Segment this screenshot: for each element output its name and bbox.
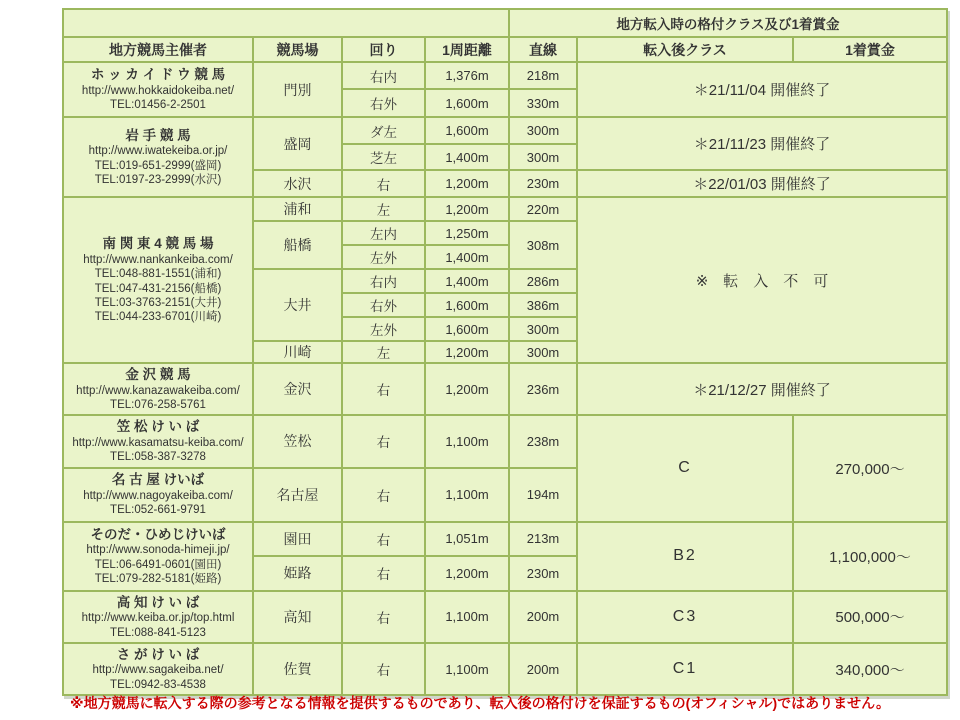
turn-cell: 右内 (342, 269, 425, 293)
straight-cell: 194m (509, 468, 577, 522)
table-row (63, 522, 947, 556)
organizer-tel: TEL:047-431-2156(船橋) (94, 282, 222, 295)
lap-cell: 1,100m (425, 591, 509, 643)
organizer-name: ホ ッ カ イ ド ウ 競 馬 (90, 67, 226, 83)
turn-cell: ダ左 (342, 117, 425, 144)
turn-cell: 右 (342, 591, 425, 643)
disclaimer-note: ※地方競馬に転入する際の参考となる情報を提供するものであり、転入後の格付けを保証するもの(オフィシャル)ではありません。 (70, 695, 890, 711)
organizer-cell-kasamatsu (63, 415, 253, 467)
turn-cell: 左 (342, 341, 425, 363)
organizer-url: http://www.nagoyakeiba.com/ (83, 489, 233, 502)
course-cell-kochi: 高知 (253, 591, 342, 643)
straight-cell: 230m (509, 556, 577, 591)
organizer-cell-kanazawa (63, 363, 253, 415)
straight-cell: 200m (509, 591, 577, 643)
lap-cell: 1,200m (425, 341, 509, 363)
turn-cell: 右外 (342, 293, 425, 317)
table-row (63, 415, 947, 467)
organizer-tel: TEL:052-661-9791 (110, 504, 206, 517)
turn-cell: 左外 (342, 317, 425, 341)
organizer-cell-kochi (63, 591, 253, 643)
straight-cell: 286m (509, 269, 577, 293)
straight-cell: 238m (509, 415, 577, 467)
turn-cell: 右 (342, 468, 425, 522)
class-cell-sonoda-himeji: B2 (577, 522, 793, 591)
organizer-tel: TEL:0197-23-2999(水沢) (94, 173, 222, 186)
column-header-racecourse: 競馬場 (253, 37, 342, 62)
organizer-cell-iwate (63, 117, 253, 197)
straight-cell: 308m (509, 221, 577, 269)
lap-cell: 1,051m (425, 522, 509, 556)
lap-cell: 1,100m (425, 643, 509, 695)
table-row (63, 197, 947, 221)
organizer-tel: TEL:044-233-6701(川崎) (94, 311, 222, 324)
course-cell-mizusawa: 水沢 (253, 170, 342, 197)
status-cell-kanazawa: ＊21/12/27 開催終了 (577, 363, 947, 415)
organizer-tel: TEL:0942-83-4538 (110, 678, 206, 691)
lap-cell: 1,100m (425, 415, 509, 467)
column-header-organizer: 地方競馬主催者 (63, 37, 253, 62)
status-cell-morioka: ＊21/11/23 開催終了 (577, 117, 947, 170)
organizer-name: さ が け い ば (116, 646, 200, 662)
organizer-name: そのだ・ひめじけいば (90, 526, 226, 542)
turn-cell: 芝左 (342, 144, 425, 170)
straight-cell: 300m (509, 341, 577, 363)
prize-cell-saga: 340,000～ (793, 643, 947, 695)
column-header-lap-distance: 1周距離 (425, 37, 509, 62)
column-header-straight: 直線 (509, 37, 577, 62)
course-cell-himeji: 姫路 (253, 556, 342, 591)
lap-cell: 1,250m (425, 221, 509, 245)
organizer-tel: TEL:058-387-3278 (110, 451, 206, 464)
organizer-tel: TEL:076-258-5761 (110, 398, 206, 411)
organizer-name: 岩 手 競 馬 (125, 127, 191, 143)
table-row (63, 591, 947, 643)
course-cell-monbetsu: 門別 (253, 62, 342, 117)
organizer-url: http://www.sagakeiba.net/ (92, 664, 224, 677)
organizer-name: 高 知 け い ば (116, 594, 200, 610)
course-cell-kanazawa: 金沢 (253, 363, 342, 415)
turn-cell: 右内 (342, 62, 425, 89)
course-cell-funabashi: 船橋 (253, 221, 342, 269)
straight-cell: 386m (509, 293, 577, 317)
organizer-url: http://www.iwatekeiba.or.jp/ (88, 145, 228, 158)
course-cell-saga: 佐賀 (253, 643, 342, 695)
turn-cell: 右 (342, 556, 425, 591)
straight-cell: 200m (509, 643, 577, 695)
turn-cell: 左外 (342, 245, 425, 269)
organizer-tel: TEL:06-6491-0601(園田) (94, 558, 222, 571)
turn-cell: 右 (342, 170, 425, 197)
turn-cell: 左内 (342, 221, 425, 245)
turn-cell: 右 (342, 643, 425, 695)
organizer-name: 南 関 東 4 競 馬 場 (102, 236, 214, 252)
table-row (63, 117, 947, 144)
organizer-tel: TEL:03-3763-2151(大井) (94, 296, 222, 309)
lap-cell: 1,100m (425, 468, 509, 522)
organizer-url: http://www.kanazawakeiba.com/ (76, 384, 240, 397)
table-row (63, 363, 947, 415)
organizer-tel: TEL:01456-2-2501 (110, 99, 206, 112)
lap-cell: 1,600m (425, 293, 509, 317)
lap-cell: 1,200m (425, 556, 509, 591)
turn-cell: 右 (342, 415, 425, 467)
organizer-tel: TEL:079-282-5181(姫路) (94, 573, 222, 586)
organizer-tel: TEL:019-651-2999(盛岡) (94, 159, 222, 172)
straight-cell: 300m (509, 144, 577, 170)
turn-cell: 左 (342, 197, 425, 221)
status-cell-mizusawa: ＊22/01/03 開催終了 (577, 170, 947, 197)
organizer-cell-hokkaido (63, 62, 253, 117)
organizer-name: 笠 松 け い ば (116, 419, 200, 435)
organizer-url: http://www.sonoda-himeji.jp/ (86, 544, 230, 557)
lap-cell: 1,400m (425, 269, 509, 293)
table-row (63, 643, 947, 695)
lap-cell: 1,200m (425, 170, 509, 197)
organizer-url: http://www.keiba.or.jp/top.html (81, 612, 235, 625)
lap-cell: 1,400m (425, 144, 509, 170)
turn-cell: 右 (342, 363, 425, 415)
column-header-class: 転入後クラス (577, 37, 793, 62)
table-row (63, 37, 947, 62)
straight-cell: 300m (509, 117, 577, 144)
top-empty-cell (63, 9, 509, 37)
course-cell-kasamatsu: 笠松 (253, 415, 342, 467)
turn-cell: 右 (342, 522, 425, 556)
class-cell-tokai: C (577, 415, 793, 521)
organizer-url: http://www.nankankeiba.com/ (83, 253, 233, 266)
lap-cell: 1,600m (425, 117, 509, 144)
organizer-cell-saga (63, 643, 253, 695)
lap-cell: 1,400m (425, 245, 509, 269)
prize-cell-kochi: 500,000～ (793, 591, 947, 643)
straight-cell: 218m (509, 62, 577, 89)
column-header-prize: 1着賞金 (793, 37, 947, 62)
group-header: 地方転入時の格付クラス及び1着賞金 (509, 9, 947, 37)
lap-cell: 1,200m (425, 363, 509, 415)
straight-cell: 220m (509, 197, 577, 221)
class-cell-kochi: C3 (577, 591, 793, 643)
column-header-turn: 回り (342, 37, 425, 62)
organizer-tel: TEL:088-841-5123 (110, 626, 206, 639)
organizer-url: http://www.hokkaidokeiba.net/ (81, 84, 235, 97)
class-cell-saga: C1 (577, 643, 793, 695)
status-cell-nankan: ※ 転 入 不 可 (577, 197, 947, 363)
straight-cell: 330m (509, 89, 577, 117)
course-cell-nagoya: 名古屋 (253, 468, 342, 522)
organizer-name: 金 沢 競 馬 (125, 367, 191, 382)
organizer-cell-sonoda-himeji (63, 522, 253, 591)
lap-cell: 1,200m (425, 197, 509, 221)
table-row (63, 62, 947, 89)
straight-cell: 300m (509, 317, 577, 341)
table-row (63, 9, 947, 37)
course-cell-oi: 大井 (253, 269, 342, 341)
organizer-url: http://www.kasamatsu-keiba.com/ (72, 436, 244, 449)
organizer-name: 名 古 屋 けいば (111, 472, 205, 488)
prize-cell-sonoda-himeji: 1,100,000～ (793, 522, 947, 591)
prize-cell-tokai: 270,000～ (793, 415, 947, 521)
straight-cell: 236m (509, 363, 577, 415)
course-cell-urawa: 浦和 (253, 197, 342, 221)
course-cell-sonoda: 園田 (253, 522, 342, 556)
course-cell-morioka: 盛岡 (253, 117, 342, 170)
turn-cell: 右外 (342, 89, 425, 117)
straight-cell: 230m (509, 170, 577, 197)
straight-cell: 213m (509, 522, 577, 556)
organizer-cell-nagoya (63, 468, 253, 522)
organizer-tel: TEL:048-881-1551(浦和) (94, 268, 222, 281)
status-cell-monbetsu: ＊21/11/04 開催終了 (577, 62, 947, 117)
organizer-cell-nankan (63, 197, 253, 363)
lap-cell: 1,376m (425, 62, 509, 89)
lap-cell: 1,600m (425, 317, 509, 341)
lap-cell: 1,600m (425, 89, 509, 117)
local-keiba-table (62, 8, 948, 696)
course-cell-kawasaki: 川崎 (253, 341, 342, 363)
